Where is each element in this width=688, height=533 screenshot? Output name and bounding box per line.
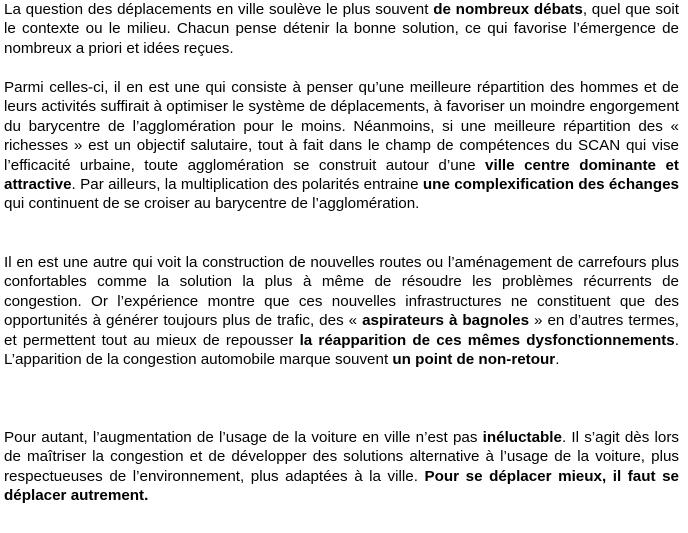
bold-text-run: de nombreux débats <box>433 1 583 18</box>
text-run: qui continuent de se croiser au barycentre de l’agglomération. <box>4 195 420 213</box>
paragraph-2 <box>4 78 679 214</box>
bold-text-run: un point de non-retour <box>392 351 556 369</box>
text-run: Pour autant, l’augmentation de l’usage de la voiture en ville n’est pas <box>4 429 483 446</box>
text-run: , quel que soit le contexte ou le milieu. Chacun pense détenir la bonne solution, ce qui favorise l’émergence de nombreux a priori et idées reçues. <box>4 1 679 57</box>
text-run: . <box>555 351 560 369</box>
bold-text-run: ville centre dominante et attractive <box>4 156 679 194</box>
text-run: . Il s’agit dès lors de maîtriser la congestion et de développer des solutions alternative à l’usage de la voiture, plus respectueuses de l’environnement, plus adaptées à la ville. <box>4 429 680 485</box>
bold-text-run: aspirateurs à bagnoles <box>362 312 530 330</box>
paragraph-1 <box>4 0 679 58</box>
bold-text-run: Pour se déplacer mieux, il faut se déplacer autrement. <box>4 467 680 505</box>
text-run: » en d’autres termes, et permettent tout au mieux de repousser <box>4 312 679 349</box>
bold-text-run: une complexification des échanges <box>422 176 679 194</box>
paragraph-3 <box>4 253 679 369</box>
text-run: . Par ailleurs, la multiplication des polarités entraine <box>71 176 423 194</box>
bold-text-run: la réapparition de ces mêmes dysfonctionnements <box>299 331 675 349</box>
paragraph-4 <box>4 428 679 506</box>
text-run: La question des déplacements en ville soulève le plus souvent <box>4 1 434 18</box>
text-run: . L’apparition de la congestion automobile marque souvent <box>4 331 679 369</box>
bold-text-run: inéluctable <box>482 429 562 446</box>
text-run: Parmi celles-ci, il en est une qui consiste à penser qu’une meilleure répartition des hommes et de leurs activités suffirait à optimiser le système de déplacements, à favoriser un moindre engorgement du barycentre de l’agglomération pour le moins. Néanmoins, si une meilleure répartition des « richesses » est un objectif salutaire, tout à fait dans le champ de compétences du SCAN qui vise l’efficacité urbaine, toute agglomération se construit autour d’une <box>4 79 679 174</box>
text-run: Il en est une autre qui voit la construction de nouvelles routes ou l’aménagement de carrefours plus confortables comme la solution la plus à même de résoudre les problèmes récurrents de congestion. Or l’expérience montre que ces nouvelles infrastructures ne constituent que des opportunités à générer toujours plus de trafic, des « <box>4 254 679 330</box>
